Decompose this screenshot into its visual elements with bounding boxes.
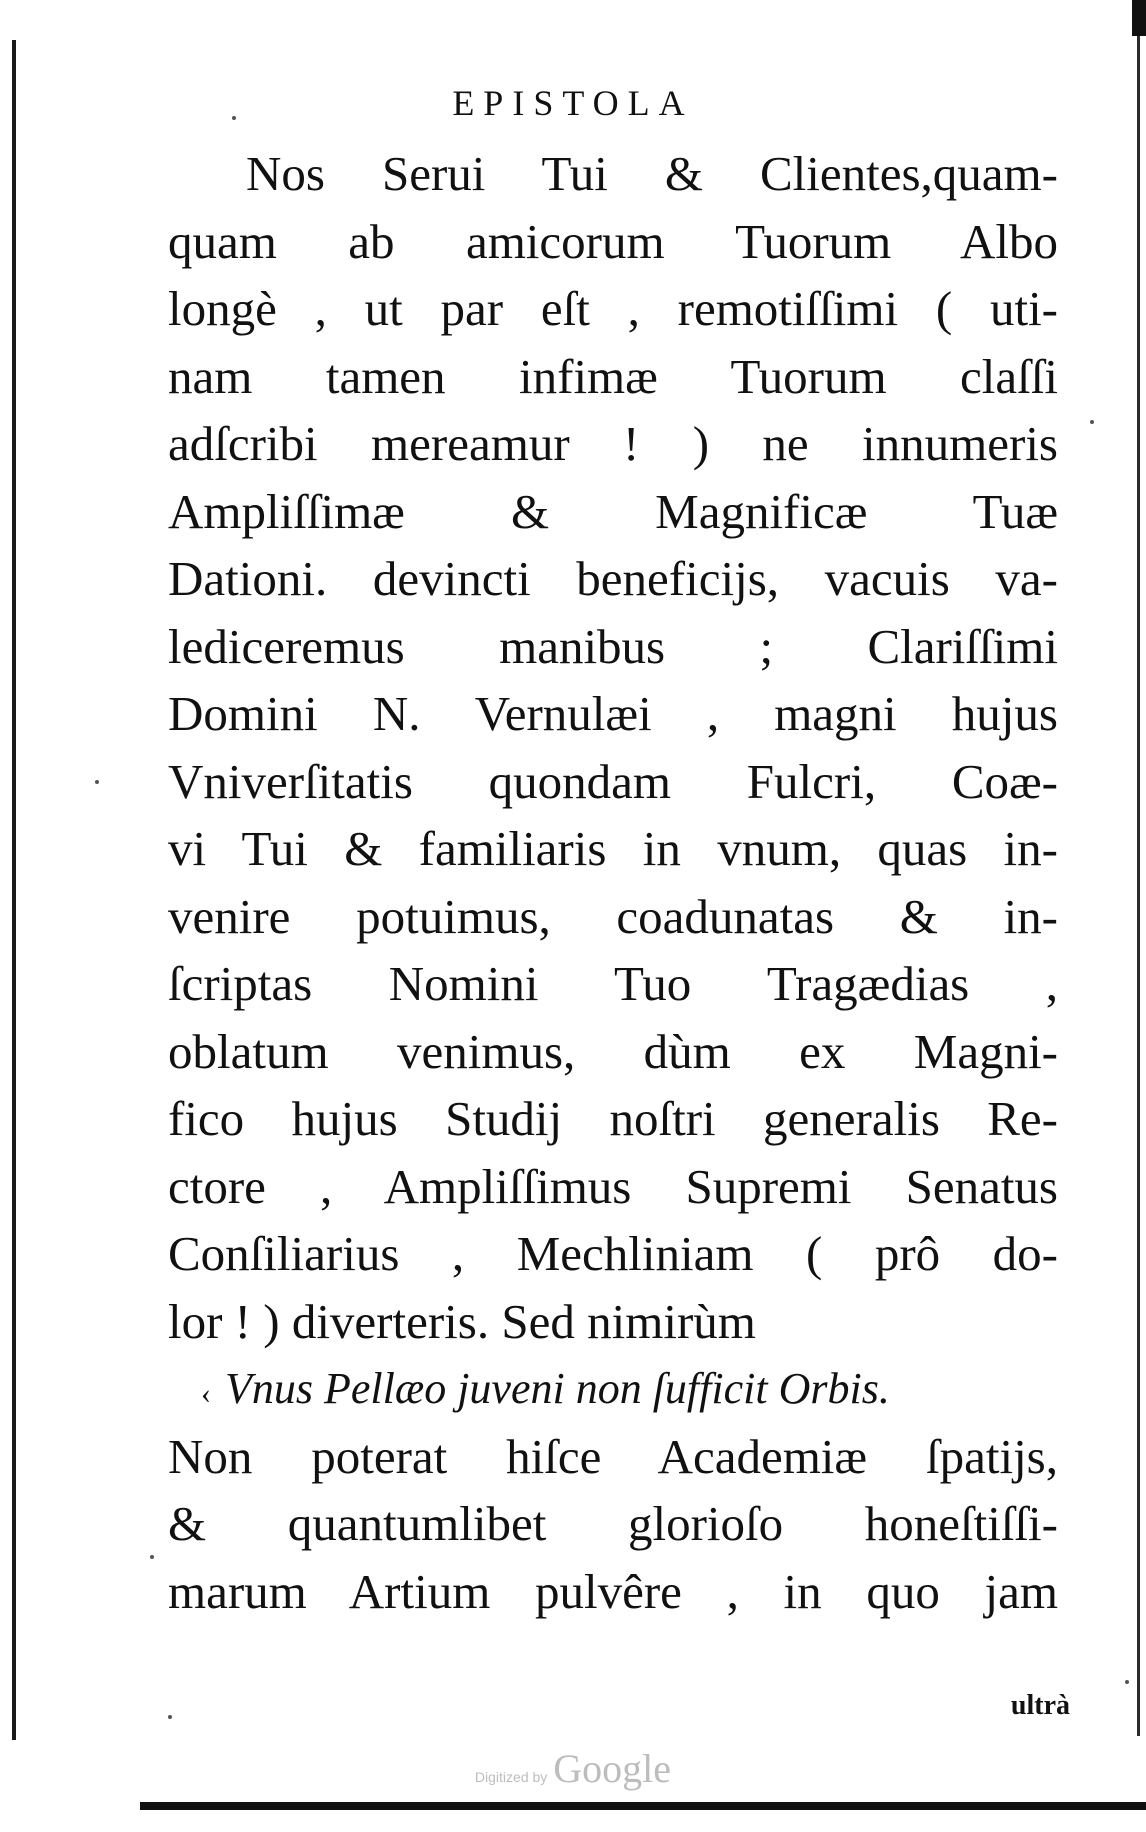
text-line: quam ab amicorum Tuorum Albo [168, 213, 1058, 269]
text-line: adſcribi mereamur ! ) ne innumeris [168, 416, 1058, 471]
scan-border-right [1137, 36, 1140, 1736]
verse-quotation [168, 1355, 1058, 1423]
catchword: ultrà [1010, 1690, 1070, 1721]
digitization-watermark [0, 1745, 1146, 1792]
text-line: Dationi. devincti beneficijs, vacuis va- [168, 551, 1058, 606]
verse-text: Vnus Pellæo juveni non ſufficit Orbis. [225, 1364, 890, 1413]
text-line: Domini N. Vernulæi , magni hujus [168, 686, 1058, 741]
page-heading: EPISTOLA [452, 83, 694, 123]
ink-speck [95, 780, 99, 784]
letter-body [168, 140, 1058, 1625]
text-line: ctore , Ampliſſimus Supremi Senatus [168, 1158, 1058, 1214]
text-line: vi Tui & familiaris in vnum, quas in- [168, 821, 1058, 876]
text-line: Vniverſitatis quondam Fulcri, Coæ- [168, 753, 1058, 809]
text-line: Non poterat hiſce Academiæ ſpatijs, [168, 1428, 1058, 1484]
scan-border-corner [1132, 0, 1146, 36]
quotation-mark: ‹ [201, 1377, 211, 1410]
text-line: venire potuimus, coadunatas & in- [168, 888, 1058, 944]
scan-border-left [12, 40, 16, 1740]
ink-speck [1125, 1680, 1129, 1684]
text-line: lediceremus manibus ; Clariſſimi [168, 618, 1058, 674]
text-line: fico hujus Studij noſtri generalis Re- [168, 1091, 1058, 1146]
text-line: & quantumlibet glorioſo honeſtiſſi- [168, 1496, 1058, 1551]
ink-speck [168, 1715, 172, 1719]
ink-speck [150, 1555, 154, 1559]
text-line: oblatum venimus, dùm ex Magni- [168, 1023, 1058, 1079]
text-line: longè , ut par eſt , remotiſſimi ( uti- [168, 281, 1058, 336]
watermark-brand: Google [553, 1746, 672, 1791]
text-line: Conſiliarius , Mechliniam ( prô do- [168, 1226, 1058, 1281]
ink-speck [1090, 420, 1094, 424]
text-line: marum Artium pulvêre , in quo jam [168, 1563, 1058, 1619]
text-line: ſcriptas Nomini Tuo Tragædias , [168, 956, 1058, 1011]
text-line: nam tamen infimæ Tuorum claſſi [168, 348, 1058, 404]
text-line: Ampliſſimæ & Magnificæ Tuæ [168, 483, 1058, 539]
scan-border-bottom [140, 1802, 1146, 1810]
text-line: Nos Serui Tui & Clientes,quam- [246, 146, 1058, 201]
text-line: lor ! ) diverteris. Sed nimirùm [168, 1293, 756, 1349]
watermark-prefix: Digitized by [474, 1769, 548, 1785]
